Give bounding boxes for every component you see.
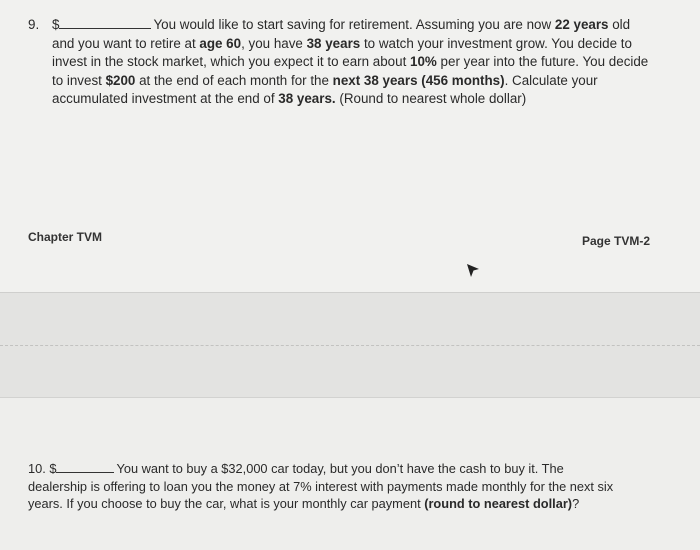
question-9 <box>22 16 662 109</box>
question-9-number: 9. <box>28 17 40 32</box>
q9-text: old <box>608 17 631 32</box>
page-edge-top <box>0 292 700 293</box>
question-9-line-4 <box>22 72 662 91</box>
question-10-number: 10. $ <box>28 461 57 476</box>
q9-text: . Calculate your <box>504 72 598 88</box>
q9-bold: age 60 <box>199 35 242 51</box>
page-number-footer: Page TVM-2 <box>582 234 651 248</box>
chapter-footer: Chapter TVM <box>28 230 103 244</box>
q10-text: years. If you choose to buy the car, what is your monthly car payment <box>28 496 425 511</box>
question-9-line-2 <box>22 35 662 54</box>
q9-bold: 10% <box>410 54 437 69</box>
page-break-line <box>0 345 700 346</box>
q9-text: You would like to start saving for retirement. Assuming you are now <box>153 17 555 32</box>
mouse-cursor-icon <box>466 263 480 279</box>
q10-bold: (round to nearest dollar) <box>424 496 573 511</box>
answer-prefix: $ <box>52 17 60 32</box>
q9-text: per year into the future. You decide <box>436 54 649 69</box>
q9-text: (Round to nearest whole dollar) <box>335 91 527 106</box>
question-9-line-5 <box>22 90 662 109</box>
q9-text: at the end of each month for the <box>135 72 333 88</box>
q10-text: ? <box>572 496 580 511</box>
q9-bold: 38 years <box>306 35 361 51</box>
q9-text: accumulated investment at the end of <box>52 91 279 106</box>
question-9-line-3 <box>22 53 662 72</box>
q10-text: You want to buy a $32,000 car today, but you don’t have the cash to buy it. The <box>116 461 564 476</box>
question-9-line-1 <box>22 16 662 35</box>
q9-text: , you have <box>241 35 307 51</box>
question-10-line-1 <box>28 460 678 478</box>
q9-text: to invest <box>52 72 106 88</box>
q9-bold: $200 <box>105 72 136 88</box>
q9-text: to watch your investment grow. You decide to <box>360 35 632 51</box>
q9-text: invest in the stock market, which you expect it to earn about <box>52 54 411 69</box>
question-10 <box>28 460 678 513</box>
q9-bold: 38 years. <box>278 91 336 106</box>
answer-blank-9[interactable] <box>59 16 151 29</box>
question-10-line-2: dealership is offering to loan you the money at 7% interest with payments made monthly for the next six <box>28 478 614 494</box>
q9-bold: 22 years <box>554 17 609 32</box>
q9-bold: next 38 years (456 months) <box>332 72 505 88</box>
answer-blank-10[interactable] <box>56 461 114 473</box>
question-10-line-3 <box>28 495 678 513</box>
q9-text: and you want to retire at <box>52 35 200 51</box>
